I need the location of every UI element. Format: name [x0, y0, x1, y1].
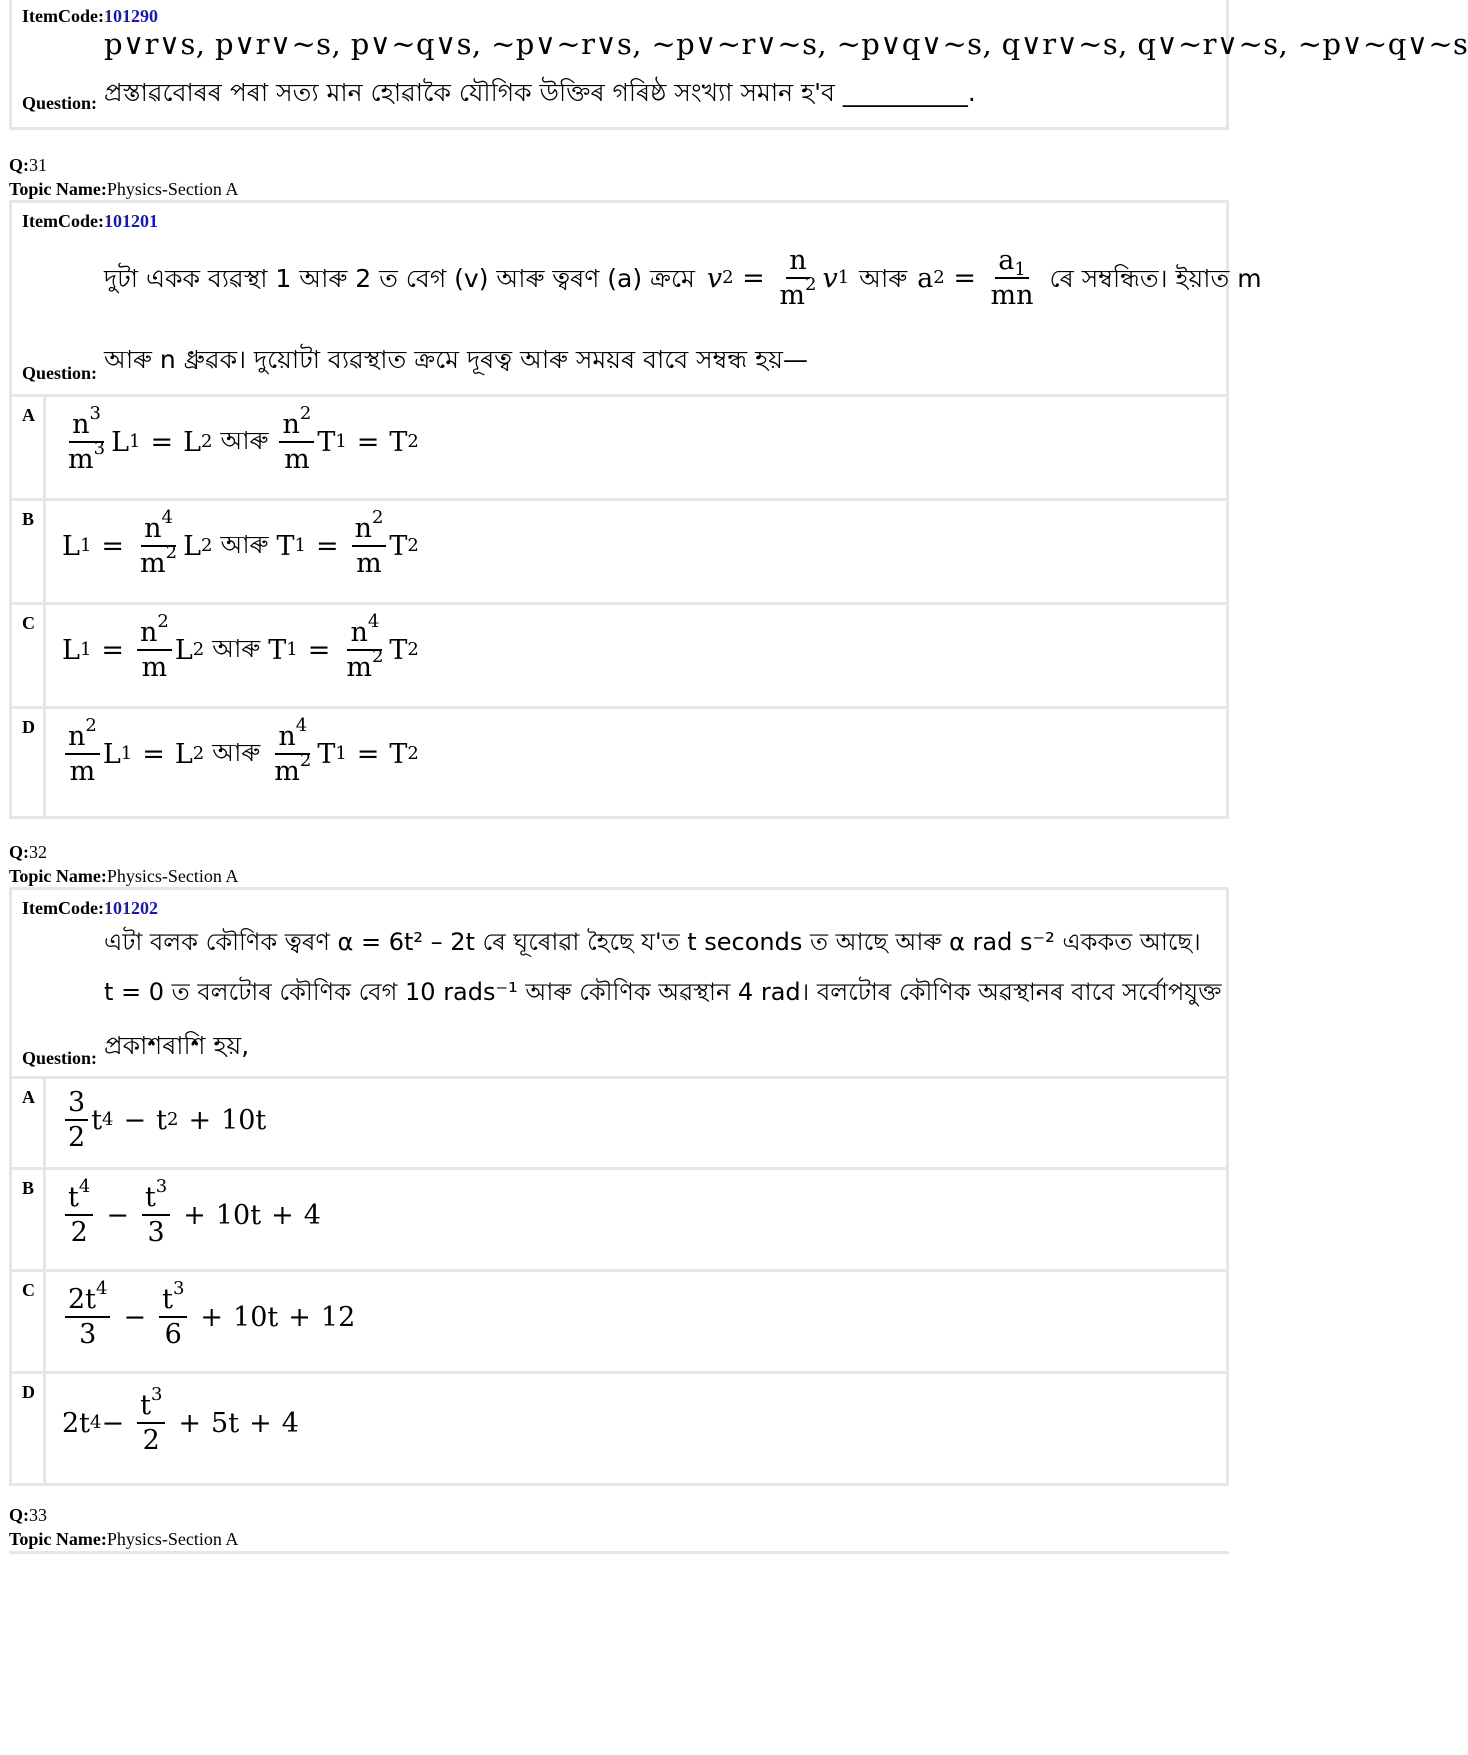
question-text-line1: এটা বলক কৌণিক ত্বৰণ α = 6t² – 2t ৰে ঘূৰোৱা হৈছে য'ত t seconds ত আছে আৰু α rad s⁻² এককত আছে।	[104, 928, 1201, 956]
question-number: 32	[29, 842, 47, 862]
option-a[interactable]	[12, 394, 1226, 498]
option-letter: C	[22, 1280, 35, 1300]
item-code-value[interactable]: 101202	[103, 898, 158, 918]
question-label: Question:	[22, 363, 98, 383]
option-d[interactable]	[12, 706, 1226, 816]
option-b[interactable]	[12, 1167, 1226, 1269]
question-text-line2: আৰু n ধ্ৰুৱক। দুয়োটা ব্যৱস্থাত ক্ৰমে দূৰত্ব আৰু সময়ৰ বাবে সম্বন্ধ হয়—	[104, 345, 808, 374]
option-c-math: $\frac{2t^4}{3}$ − $\frac{t^3}{6}$ + 10t + 12	[62, 1286, 355, 1348]
q33-meta: Q:33 Topic Name:Physics-Section A	[9, 1505, 239, 1549]
question-text-line1: দুটা একক ব্যৱস্থা 1 আৰু 2 ত বেগ (v) আৰু ত্বৰণ (a) ক্ৰমে v 2 = $\frac{n}{m^2}$ v 1 আৰু a 2 = $\frac{a_1}{mn}$ ৰে সম্বন্ধিত। ইয়াত m	[104, 245, 1262, 311]
option-letter: D	[22, 1382, 35, 1402]
question-label: Question:	[22, 93, 98, 113]
option-b-math: L 1 = $\frac{n^4}{m^2}$ L 2 আৰু T 1 = $\frac{n^2}{m}$ T 2	[62, 507, 419, 579]
option-a[interactable]	[12, 1076, 1226, 1167]
question-text: প্ৰস্তাৱবোৰৰ পৰা সত্য মান হোৱাকৈ যৌগিক উক্তিৰ গৰিষ্ঠ সংখ্যা সমান হ'ব __________.	[104, 78, 976, 107]
item-code-value[interactable]: 101201	[103, 211, 158, 231]
option-c[interactable]	[12, 1269, 1226, 1371]
option-c[interactable]	[12, 602, 1226, 706]
item-block-101201	[9, 200, 1262, 819]
logic-statements: p∨r∨s, p∨r∨~s, p∨~q∨s, ~p∨~r∨s, ~p∨~r∨~s, ~p∨q∨~s, q∨r∨~s, q∨~r∨~s, ~p∨~q∨~s	[104, 27, 1468, 61]
divider	[9, 1551, 1229, 1554]
option-letter: B	[22, 1178, 35, 1198]
option-letter: B	[22, 509, 35, 529]
topic-name: Physics-Section A	[106, 1529, 239, 1549]
option-b[interactable]	[12, 498, 1226, 602]
item-code-value[interactable]: 101290	[103, 6, 158, 26]
option-d-math: $\frac{n^2}{m}$ L 1 = L 2 আৰু $\frac{n^4}{m^2}$ T 1 = T 2	[62, 723, 419, 785]
item-code-line: ItemCode:101201	[22, 211, 158, 231]
item-block-101290	[9, 0, 1468, 130]
item-code-line: ItemCode:101290	[22, 6, 158, 26]
option-c-math: L 1 = $\frac{n^2}{m}$ L 2 আৰু T 1 = $\frac{n^4}{m^2}$ T 2	[62, 611, 419, 683]
question-text-line2: t = 0 ত বলটোৰ কৌণিক বেগ 10 rads⁻¹ আৰু কৌণিক অৱস্থান 4 rad। বলটোৰ কৌণিক অৱস্থানৰ বাবে সৰ্বোপযুক্ত	[104, 978, 1222, 1006]
option-letter: A	[22, 405, 35, 425]
q32-meta: Q:32 Topic Name:Physics-Section A	[9, 842, 239, 886]
option-letter: C	[22, 613, 35, 633]
option-d[interactable]	[12, 1371, 1226, 1483]
topic-name: Physics-Section A	[106, 866, 239, 886]
option-a-math: $\frac{n^3}{m^3}$ L 1 = L 2 আৰু $\frac{n^2}{m}$ T 1 = T 2	[68, 403, 419, 475]
option-a-math: $\frac{3}{2}$ t 4 − t 2 + 10t	[62, 1089, 266, 1151]
question-label: Question:	[22, 1048, 98, 1068]
option-letter: A	[22, 1087, 35, 1107]
velocity-relation: v 2 = $\frac{n}{m^2}$ v 1	[706, 245, 850, 311]
item-block-101202	[9, 887, 1229, 1486]
item-code-line: ItemCode:101202	[22, 898, 158, 918]
topic-name: Physics-Section A	[106, 179, 239, 199]
q31-meta: Q:31 Topic Name:Physics-Section A	[9, 155, 239, 199]
question-number: 33	[29, 1505, 47, 1525]
option-d-math: 2t 4 − $\frac{t^3}{2}$ + 5t + 4	[62, 1384, 299, 1456]
question-number: 31	[29, 155, 47, 175]
acceleration-relation: a 2 = $\frac{a_1}{mn}$	[917, 245, 1034, 311]
question-text-line3: প্ৰকাশৰাশি হয়,	[104, 1031, 250, 1060]
option-letter: D	[22, 717, 35, 737]
option-b-math: $\frac{t^4}{2}$ − $\frac{t^3}{3}$ + 10t + 4	[62, 1184, 321, 1246]
